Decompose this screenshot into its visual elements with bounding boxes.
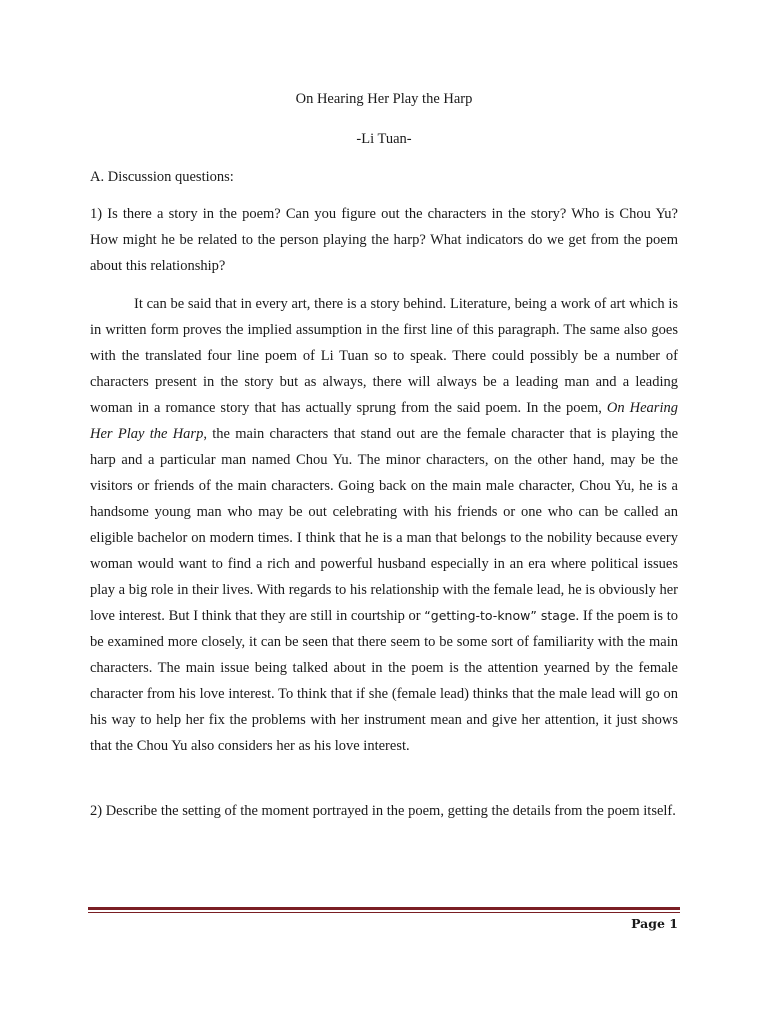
answer-1-paragraph [90,291,678,759]
page-number: Page 1 [631,916,678,931]
poem-title: On Hearing Her Play the Harp [295,91,473,107]
footer-rule-thick [88,907,680,910]
question-1: 1) Is there a story in the poem? Can you figure out the characters in the story? Who is Chou Yu? How might he be related to the person playing the harp? What indicators do we get from the poem about this relationship? [90,206,678,274]
poem-author: -Li Tuan- [356,131,412,147]
footer-rule-thin [88,912,680,913]
question-2: 2) Describe the setting of the moment portrayed in the poem, getting the details from the poem itself. [90,803,676,819]
answer-1-text-c: . If the poem is to be examined more closely, it can be seen that there seem to be some sort of familiarity with the main characters. The main issue being talked about in the poem is the attention yearned by the female character from his love interest. To think that if she (female lead) thinks that the male lead will go on his way to help her fix the problems with her instrument mean and give her attention, it just shows that the Chou Yu also considers her as his love interest. [90,608,679,754]
answer-1-text-b: , the main characters that stand out are the female character that is playing the harp and a particular man named Chou Yu. The minor characters, on the other hand, may be the visitors or friends of the main characters. Going back on the main male character, Chou Yu, he is a handsome young man who may be out celebrating with his friends or one who can be called an eligible bachelor on modern times. I think that he is a man that belongs to the nobility because every woman would want to find a rich and powerful husband especially in an era where political issues play a big role in their lives. With regards to his relationship with the female lead, he is obviously her love interest. But I think that they are still in courtship or [90,426,679,624]
answer-1-text-a: It can be said that in every art, there is a story behind. Literature, being a work of art which is in written form proves the implied assumption in the first line of this paragraph. The same also goes with the translated four line poem of Li Tuan so to speak. There could possibly be a number of characters present in the story but as always, there will always be a leading man and a leading woman in a romance story that has actually sprung from the said poem. In the poem, [90,296,678,416]
answer-1-quoted-phrase: “getting-to-know” stage [424,608,576,623]
answer-1-poem-title: On Hearing Her Play the Harp [90,400,678,442]
section-heading: A. Discussion questions: [90,169,234,185]
